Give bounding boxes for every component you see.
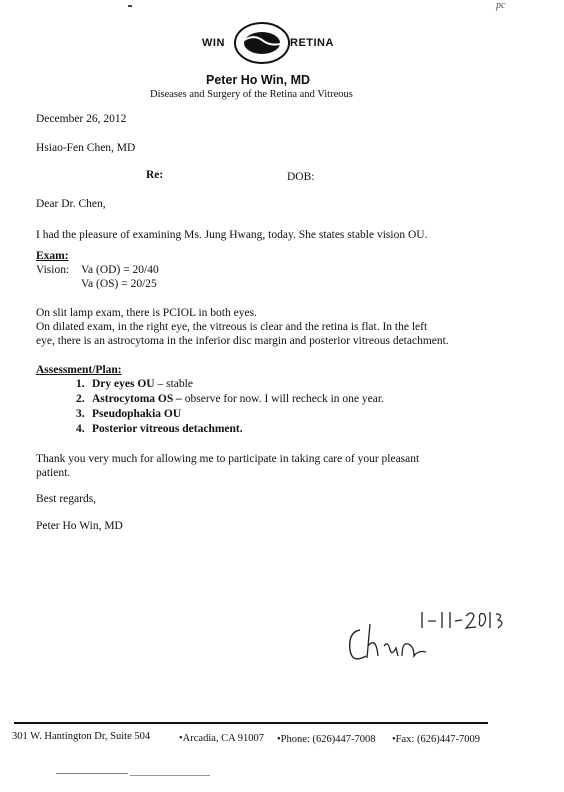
scan-speck: [128, 5, 132, 7]
clinic-logo: [200, 18, 340, 68]
scan-artifact-line: [130, 775, 210, 776]
closing-line-2: patient.: [36, 467, 71, 479]
plan-item-number: 1.: [76, 378, 85, 390]
plan-item-3: [76, 407, 181, 421]
plan-item-number: 3.: [76, 408, 85, 420]
dilated-exam-line-1: On dilated exam, in the right eye, the vitreous is clear and the retina is flat. In the left: [36, 321, 428, 333]
logo-right-word: RETINA: [290, 37, 334, 49]
recipient: Hsiao-Fen Chen, MD: [36, 142, 136, 154]
re-label: Re:: [146, 169, 164, 181]
plan-item-title: Dry eyes OU: [92, 378, 155, 390]
intro-paragraph: I had the pleasure of examining Ms. Jung Hwang, today. She states stable vision OU.: [36, 229, 428, 241]
plan-item-1: [76, 377, 193, 391]
handwritten-date: [418, 606, 508, 636]
plan-item-4: [76, 422, 243, 436]
letter-date: December 26, 2012: [36, 113, 127, 125]
plan-heading: Assessment/Plan:: [36, 364, 122, 376]
exam-heading: Exam:: [36, 250, 69, 262]
regards: Best regards,: [36, 493, 97, 505]
va-od: Va (OD) = 20/40: [81, 264, 159, 276]
salutation: Dear Dr. Chen,: [36, 198, 106, 210]
footer-phone: •Phone: (626)447-7008: [277, 734, 376, 745]
plan-item-detail: – stable: [154, 378, 193, 390]
footer-rule: [14, 722, 488, 724]
plan-item-2: [76, 392, 384, 406]
closing-line-1: Thank you very much for allowing me to participate in taking care of your pleasant: [36, 453, 420, 465]
plan-item-detail: observe for now. I will recheck in one year.: [181, 393, 384, 405]
footer-fax: •Fax: (626)447-7009: [392, 734, 480, 745]
corner-handwritten-mark: pc: [496, 0, 506, 11]
dilated-exam-line-2: eye, there is an astrocytoma in the inferior disc margin and posterior vitreous detachment.: [36, 335, 449, 347]
slit-lamp-text: On slit lamp exam, there is PCIOL in both eyes.: [36, 307, 257, 319]
signature-name: Peter Ho Win, MD: [36, 520, 123, 532]
plan-item-number: 4.: [76, 423, 85, 435]
vision-label: Vision:: [36, 264, 70, 276]
scan-artifact-line: [56, 773, 128, 774]
logo-left-word: WIN: [202, 37, 225, 49]
plan-item-title: Astrocytoma OS –: [92, 393, 182, 405]
plan-item-number: 2.: [76, 393, 85, 405]
dob-label: DOB:: [287, 171, 315, 183]
plan-item-title: Posterior vitreous detachment.: [92, 423, 243, 435]
footer-city: •Arcadia, CA 91007: [179, 733, 265, 744]
letterhead-name: Peter Ho Win, MD: [206, 73, 311, 87]
plan-item-title: Pseudophakia OU: [92, 408, 182, 420]
va-os: Va (OS) = 20/25: [81, 278, 157, 290]
letterhead-subtitle: Diseases and Surgery of the Retina and Vitreous: [150, 89, 353, 100]
footer-address: 301 W. Hantington Dr, Suite 504: [12, 731, 151, 742]
